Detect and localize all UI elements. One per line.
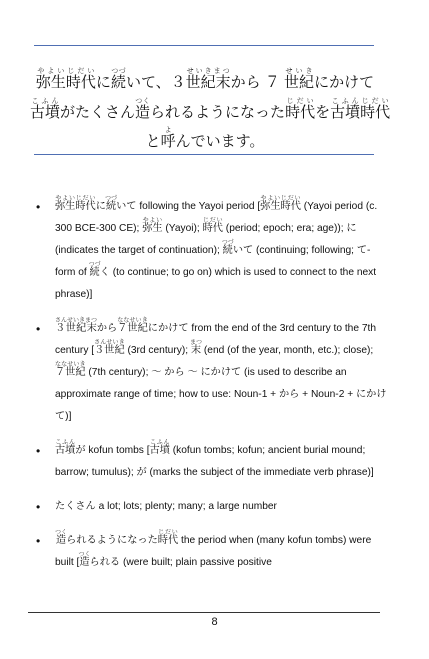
list-item: • たくさん a lot; lots; plenty; many; a large number xyxy=(36,496,388,518)
ruby-tsuzu: 続つづ xyxy=(110,68,126,91)
vocabulary-list xyxy=(36,196,388,586)
text: を xyxy=(315,104,331,121)
ruby-seikimatsu: 世紀末せいきまつ xyxy=(185,68,231,91)
page-number: 8 xyxy=(211,616,218,628)
bullet-icon: • xyxy=(36,500,41,514)
ruby-jidai: 時代じだい xyxy=(285,98,316,121)
ruby-yayoi-jidai: 弥生時代やよいじだい xyxy=(35,68,96,91)
text: にかけて xyxy=(314,74,375,91)
list-item: • 古墳こふんが kofun tombs [古墳こふん (kofun tombs; kofun; ancient burial mound; barrow; tumulus); が (marks the subject of the immediate verb phrase)] xyxy=(36,440,374,478)
hero-line-3 xyxy=(30,127,380,151)
top-rule xyxy=(34,45,374,46)
text: ７ xyxy=(264,74,280,91)
list-item: • ３世紀末さんせいきまつから７世紀ななせいきにかけて from the end of the 3rd century to the 7th century [３世紀さんせいき (3rd century); 末まつ (end (of the year, month, etc.); close); ７世紀ななせいき (7th century); ～ から ～ にかけて (is used to describe an approximate range of time; how to use: Noun-1 + から + Noun-2 + にかけて)] xyxy=(36,318,387,422)
list-item: • 造つくられるようになった時代じだい the period when (many kofun tombs) were built [造つくられる (were built; plain passive positive xyxy=(36,530,372,568)
text: られるようになった xyxy=(150,104,286,121)
text: がたくさん xyxy=(60,104,136,121)
hero-line-2 xyxy=(30,98,391,122)
ruby-kofun-jidai: 古墳時代こふんじだい xyxy=(330,98,391,121)
text: んでいます。 xyxy=(175,133,265,150)
bullet-icon: • xyxy=(36,534,41,548)
ruby-seiki: 世紀せいき xyxy=(284,68,315,91)
bottom-rule xyxy=(34,154,374,155)
ruby-yo: 呼よ xyxy=(160,127,176,150)
list-item: • 弥生時代やよいじだいに続つづいて following the Yayoi period [弥生時代やよいじだい (Yayoi period (c. 300 BCE-300 CE); 弥生やよい (Yayoi); 時代じだい (period; epoch; era; age)); に (indicates the target of continuation); 続つづいて (continuing; following; て-form of 続つづく (to continue; to go on) which is used to connect to the next phrase)] xyxy=(36,196,378,300)
hero-line-1 xyxy=(30,68,380,92)
footer-rule xyxy=(28,612,380,613)
text: に xyxy=(95,74,111,91)
bullet-icon: • xyxy=(36,200,41,214)
text: と xyxy=(145,133,161,150)
text: いて、３ xyxy=(125,74,186,91)
ruby-tsuku: 造つく xyxy=(135,98,151,121)
bullet-icon: • xyxy=(36,322,41,336)
text: から xyxy=(230,74,261,91)
bullet-icon: • xyxy=(36,444,41,458)
ruby-kofun: 古墳こふん xyxy=(30,98,61,121)
